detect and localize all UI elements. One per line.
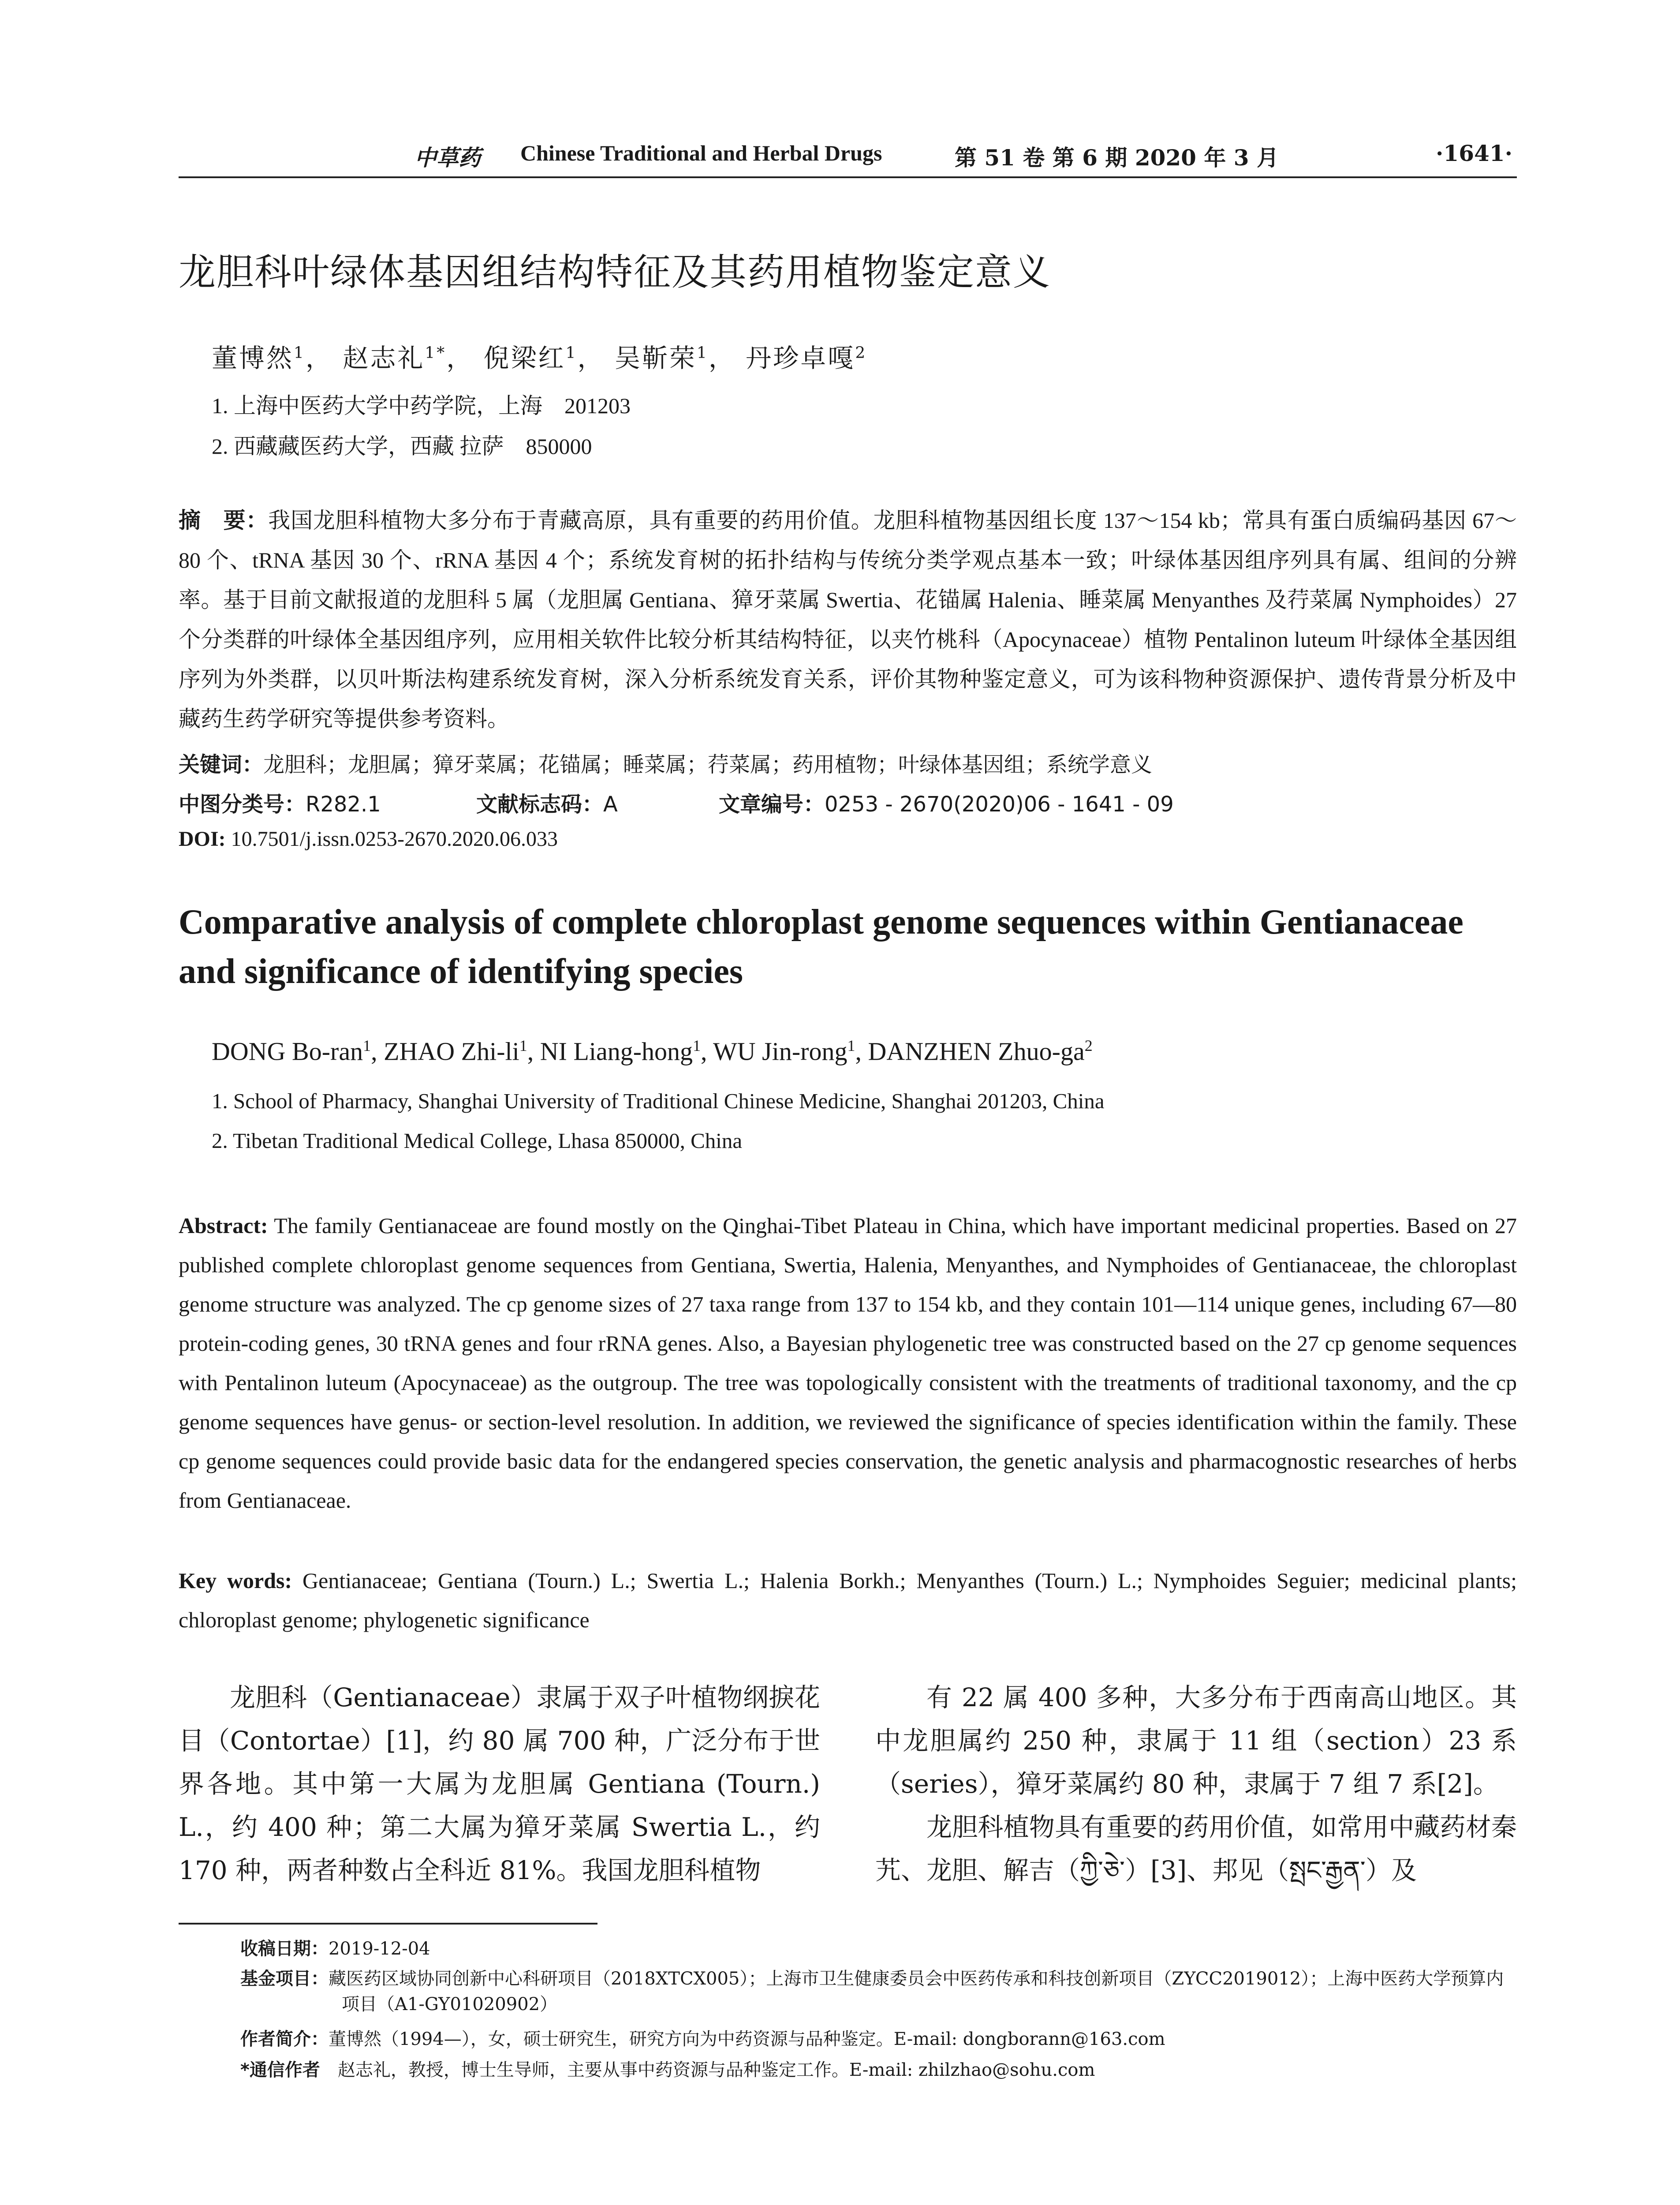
header-rule — [179, 176, 1517, 178]
footnote-text: 赵志礼，教授，博士生导师，主要从事中药资源与品种鉴定工作。E-mail: zhilzhao@sohu.com — [337, 2060, 1095, 2080]
keywords-text: Gentianaceae; Gentiana (Tourn.) L.; Swertia L.; Halenia Borkh.; Menyanthes (Tourn.) L.; Nymphoides Seguier; medicinal plants; chloroplast genome; phylogenetic significance — [179, 1568, 1517, 1632]
author-name: 董博然 — [212, 343, 294, 373]
author-name: 吴靳荣 — [614, 343, 697, 373]
author-affil-mark: 1 — [363, 1037, 371, 1054]
author-affil-mark: 1 — [693, 1037, 701, 1054]
clc-value: R282.1 — [306, 792, 381, 817]
english-abstract — [179, 1206, 1517, 1520]
doi-label: DOI: — [179, 827, 226, 851]
author-affil-mark: 2 — [855, 344, 867, 362]
doi-row — [179, 827, 558, 851]
chinese-affiliation: 1. 上海中医药大学中药学院，上海 201203 — [212, 393, 631, 418]
author-name: 赵志礼 — [343, 343, 425, 373]
keywords-label: Key words: — [179, 1568, 292, 1593]
chinese-affiliation: 2. 西藏藏医药大学，西藏 拉萨 850000 — [212, 434, 592, 459]
english-title: Comparative analysis of complete chloroplast genome sequences within Gentianaceae and significance of identifying species — [179, 903, 1463, 991]
english-authors: DONG Bo-ran$^1$, ZHAO Zhi-$li^1$, NI Liang-hong$^1$, WU Jin-rong$^1$, DANZHEN Zhuo-$ga^2$ — [212, 1037, 1093, 1066]
author-name: WU Jin-rong — [713, 1037, 847, 1066]
running-header — [179, 140, 1517, 171]
chinese-authors: 董博然$^1$， 赵志礼$^{1*}$， 倪梁红$^1$， 吴靳荣$^1$， 丹珍卓嘎$^2$ — [212, 343, 867, 373]
author-affil-mark: 2 — [1084, 1037, 1093, 1054]
document-code — [476, 787, 618, 818]
author-affil-mark: 1 — [294, 344, 306, 362]
abstract-label: Abstract: — [179, 1213, 268, 1238]
footnote-label: 作者简介： — [240, 2029, 329, 2049]
body-column-right-para2: 龙胆科植物具有重要的药用价值，如常用中藏药材秦艽、龙胆、解吉（ཀྱི་ཅེ་）[3]、邦见（སྤང་རྒྱན་）及 — [875, 1812, 1517, 1885]
clc-label: 中图分类号： — [179, 792, 306, 817]
footnote-corresponding — [240, 2057, 1517, 2083]
footnote-author-bio — [240, 2026, 1517, 2052]
article-number — [719, 787, 1174, 818]
chinese-abstract — [179, 501, 1517, 739]
doc-code-label: 文献标志码： — [476, 792, 604, 817]
author-name: 丹珍卓嘎 — [746, 343, 855, 373]
author-name: DANZHEN Zhuo-ga — [868, 1037, 1085, 1066]
author-affil-mark: 1* — [425, 344, 447, 362]
footnote-label: *通信作者 — [240, 2060, 320, 2080]
author-affil-mark: 1 — [847, 1037, 855, 1054]
body-column-left: 龙胆科（Gentianaceae）隶属于双子叶植物纲捩花目（Contortae）[1]，约 80 属 700 种，广泛分布于世界各地。其中第一大属为龙胆属 Gentiana (Tourn.) L.，约 400 种；第二大属为獐牙菜属 Swertia L.，约 170 种，两者种数占全科近 81%。我国龙胆科植物 — [179, 1682, 820, 1885]
doc-code-value: A — [603, 792, 618, 817]
article-no-value: 0253 - 2670(2020)06 - 1641 - 09 — [825, 792, 1174, 817]
article-no-label: 文章编号： — [719, 792, 825, 817]
volume-issue: 第 51 卷 第 6 期 2020 年 3 月 — [955, 145, 1279, 171]
footnote-text: 2019-12-04 — [329, 1939, 430, 1959]
footnote-rule — [179, 1923, 597, 1925]
body-column-right-para1: 有 22 属 400 多种，大多分布于西南高山地区。其中龙胆属约 250 种，隶属于 11 组（section）23 系（series），獐牙菜属约 80 种，隶属于 7 组 7 系[2]。 — [875, 1682, 1517, 1799]
author-affil-mark: 1 — [565, 344, 578, 362]
author-affil-mark: 1 — [696, 344, 709, 362]
footnote-text: 藏医药区域协同创新中心科研项目（2018XTCX005）；上海市卫生健康委员会中医药传承和科技创新项目（ZYCC2019012）；上海中医药大学预算内项目（A1-GY01020902） — [329, 1969, 1504, 2014]
english-affiliation: 1. School of Pharmacy, Shanghai University of Traditional Chinese Medicine, Shanghai 201203, China — [212, 1089, 1105, 1113]
keywords-text: 龙胆科；龙胆属；獐牙菜属；花锚属；睡菜属；荇菜属；药用植物；叶绿体基因组；系统学意义 — [263, 752, 1153, 777]
footnote-funding — [240, 1966, 1517, 2017]
abstract-text: The family Gentianaceae are found mostly on the Qinghai-Tibet Plateau in China, which have important medicinal properties. Based on 27 published complete chloroplast genome sequences from Gentiana, Swertia, Halenia, Menyanthes, and Nymphoides of Gentianaceae, the chloroplast genome structure was analyzed. The cp genome sizes of 27 taxa range from 137 to 154 kb, and they contain 101—114 unique genes, including 67—80 protein-coding genes, 30 tRNA genes and four rRNA genes. Also, a Bayesian phylogenetic tree was constructed based on the 27 cp genome sequences with Pentalinon luteum (Apocynaceae) as the outgroup. The tree was topologically consistent with the treatments of traditional taxonomy, and the cp genome sequences have genus- or section-level resolution. In addition, we reviewed the significance of species identification within the family. These cp genome sequences could provide basic data for the endangered species conservation, the genetic analysis and pharmacognostic researches of herbs from Gentianaceae. — [179, 1213, 1517, 1513]
doi-value: 10.7501/j.issn.0253-2670.2020.06.033 — [231, 827, 558, 851]
journal-name: Chinese Traditional and Herbal Drugs — [520, 141, 882, 165]
author-name: DONG Bo-ran — [212, 1037, 363, 1066]
author-affil-mark: 1 — [519, 1037, 527, 1054]
chinese-title: 龙胆科叶绿体基因组结构特征及其药用植物鉴定意义 — [179, 250, 1051, 294]
english-keywords — [179, 1561, 1517, 1640]
footnote-text: 董博然（1994—），女，硕士研究生，研究方向为中药资源与品种鉴定。E-mail: dongborann@163.com — [329, 2029, 1165, 2049]
abstract-label: 摘 要： — [179, 508, 269, 533]
author-name: NI Liang-hong — [540, 1037, 693, 1066]
english-affiliation: 2. Tibetan Traditional Medical College, Lhasa 850000, China — [212, 1129, 743, 1153]
keywords-label: 关键词： — [179, 752, 264, 777]
classification-row — [179, 787, 381, 818]
abstract-text: 我国龙胆科植物大多分布于青藏高原，具有重要的药用价值。龙胆科植物基因组长度 137～154 kb；常具有蛋白质编码基因 67～80 个、tRNA 基因 30 个、rRNA 基因 4 个；系统发育树的拓扑结构与传统分类学观点基本一致；叶绿体基因组序列具有属、组间的分辨率。基于目前文献报道的龙胆科 5 属（龙胆属 Gentiana、獐牙菜属 Swertia、花锚属 Halenia、睡菜属 Menyanthes 及荇菜属 Nymphoides）27 个分类群的叶绿体全基因组序列，应用相关软件比较分析其结构特征，以夹竹桃科（Apocynaceae）植物 Pentalinon luteum 叶绿体全基因组序列为外类群，以贝叶斯法构建系统发育树，深入分析系统发育关系，评价其物种鉴定意义，可为该科物种资源保护、遗传背景分析及中藏药生药学研究等提供参考资料。 — [179, 508, 1517, 731]
footnote-received — [240, 1936, 1517, 1962]
footnote-label: 收稿日期： — [240, 1939, 329, 1959]
footnote-label: 基金项目： — [240, 1969, 329, 1989]
journal-logo: 中草药 — [414, 145, 481, 171]
author-name: ZHAO Zhi-li — [384, 1037, 519, 1066]
page-number: ·1641· — [1436, 140, 1512, 166]
author-name: 倪梁红 — [483, 343, 566, 373]
chinese-keywords — [179, 747, 1152, 778]
